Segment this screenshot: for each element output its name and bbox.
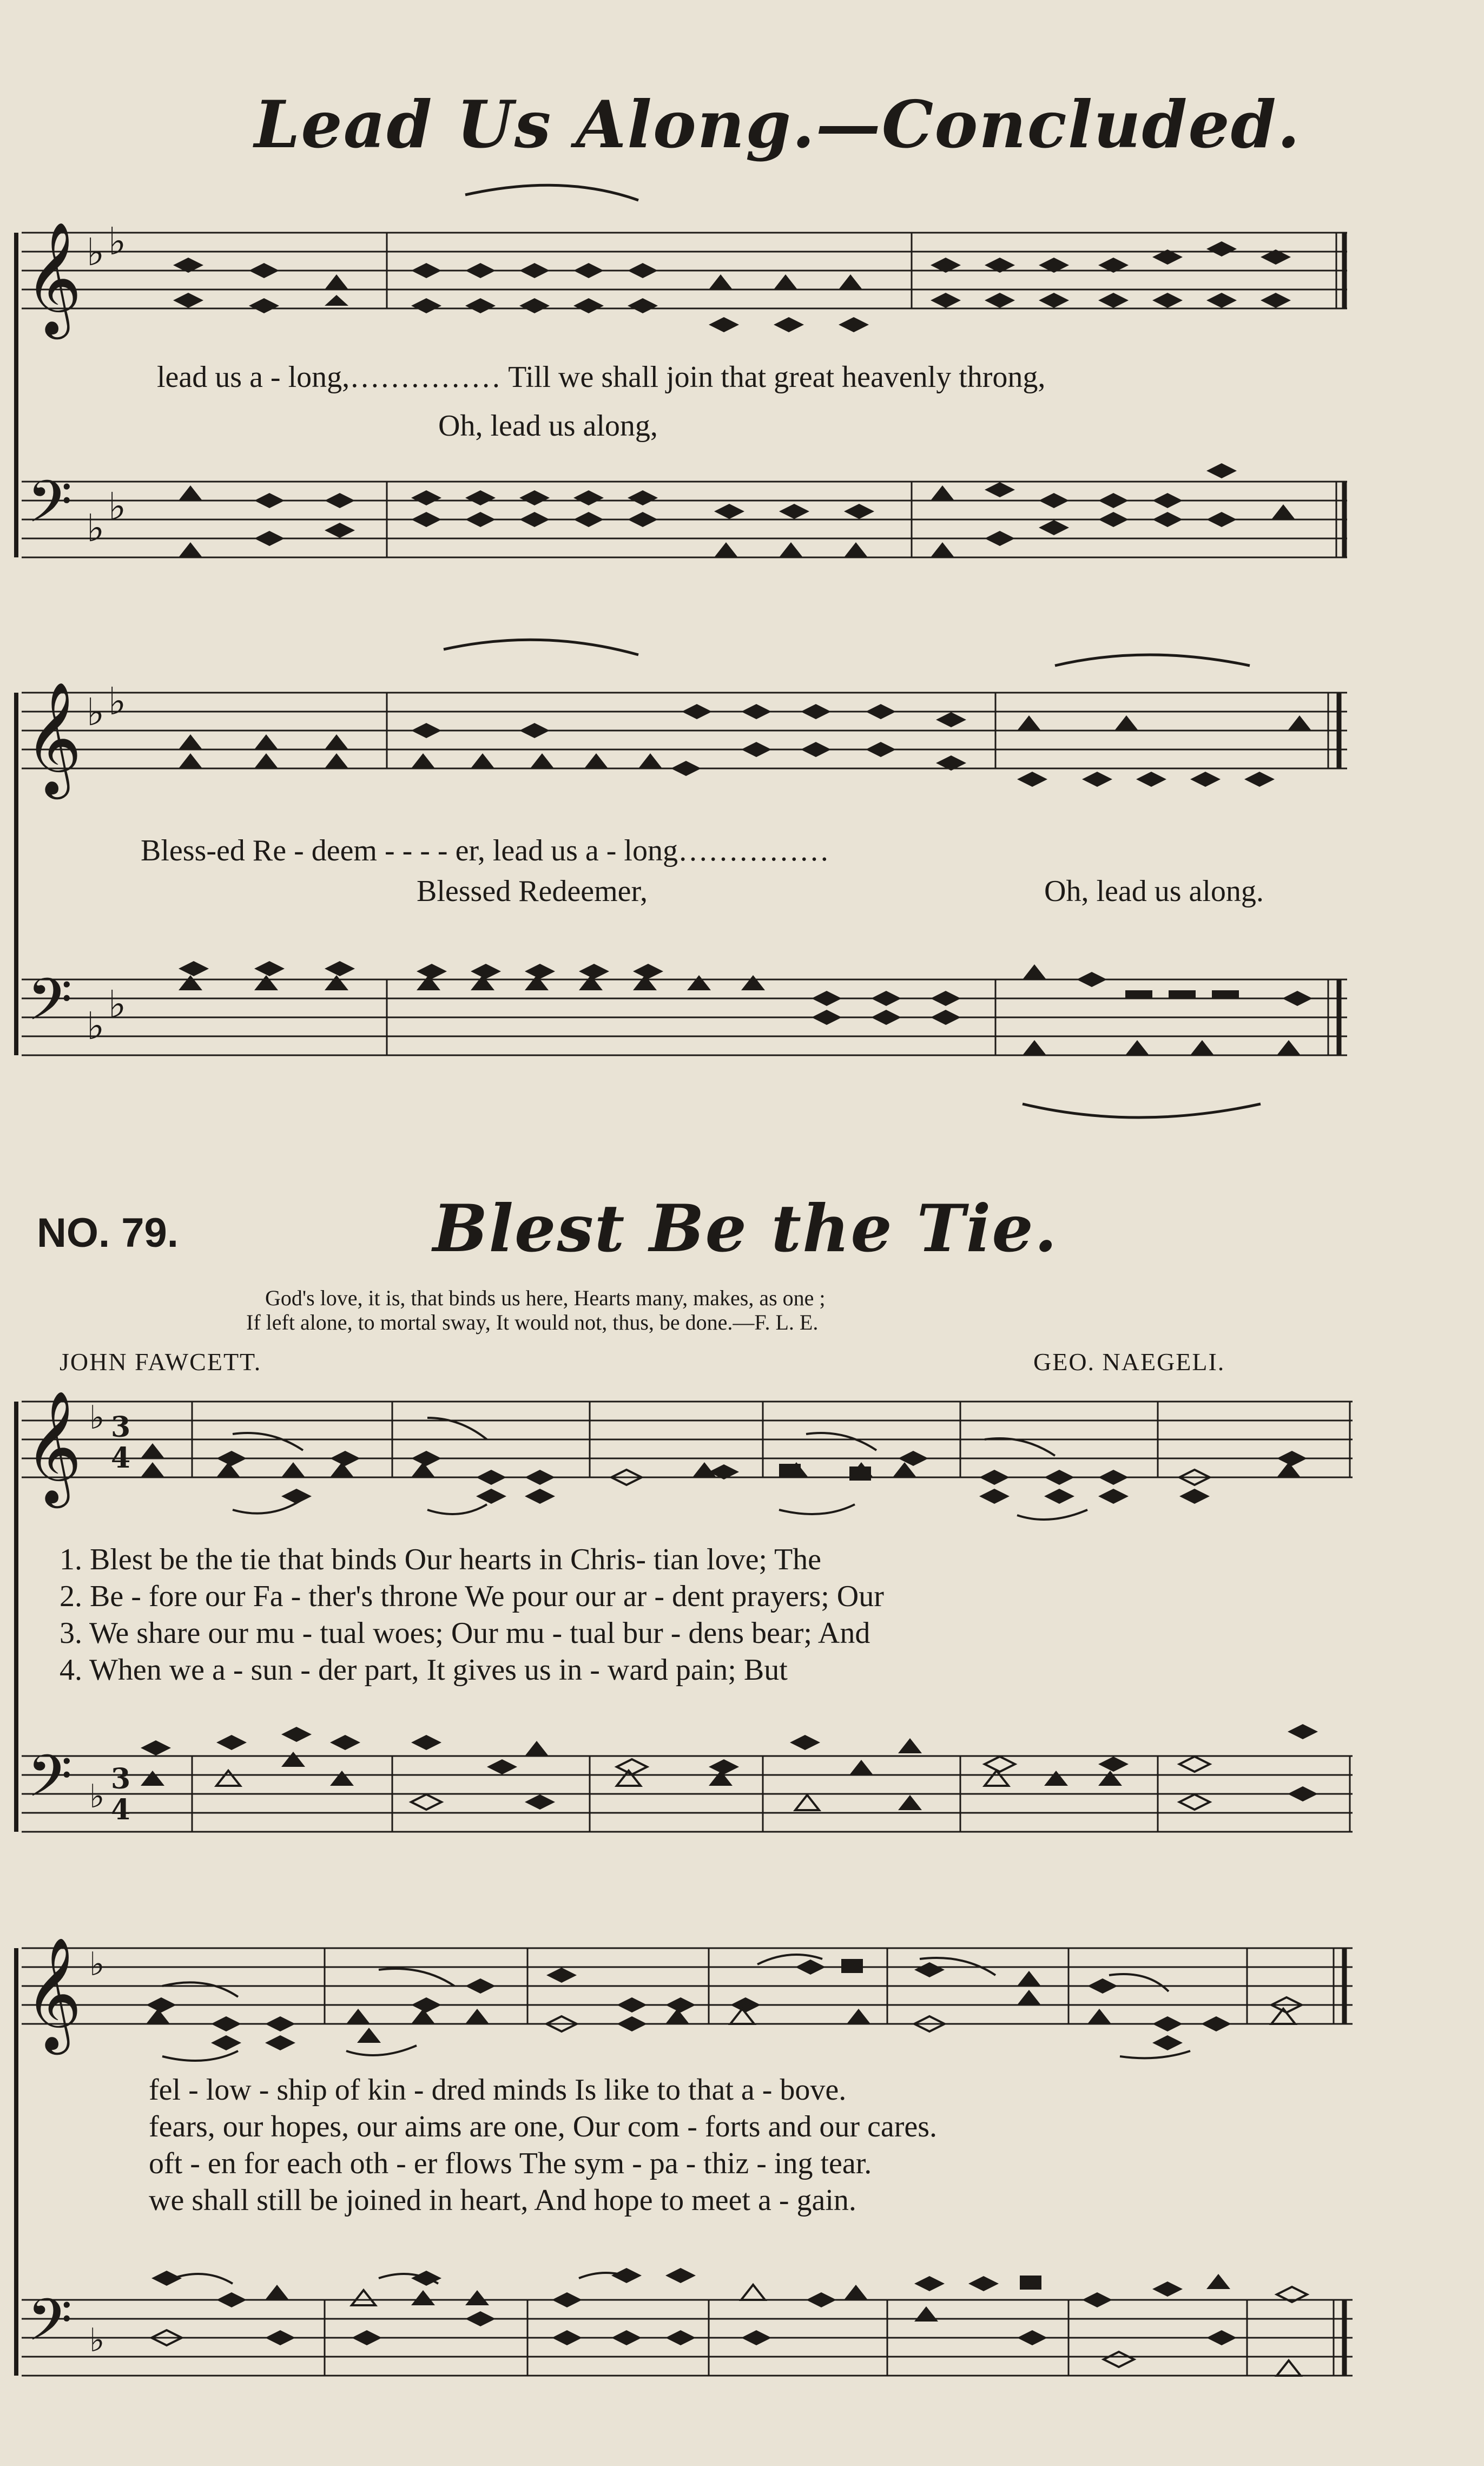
verse-line-2: 2. Be - fore our Fa - ther's throne We pour our ar - dent prayers; Our <box>60 1580 884 1613</box>
svg-text:𝄢: 𝄢 <box>27 2286 72 2368</box>
svg-text:𝄞: 𝄞 <box>24 681 82 794</box>
hymn-title: Blest Be the Tie. <box>433 1191 1058 1267</box>
svg-text:3: 3 <box>111 1411 131 1444</box>
svg-text:𝄢: 𝄢 <box>27 1742 72 1824</box>
svg-text:♭: ♭ <box>89 2322 105 2359</box>
composer-credit: GEO. NAEGELI. <box>1033 1348 1225 1376</box>
svg-text:♭: ♭ <box>87 230 105 274</box>
svg-text:♭: ♭ <box>89 1399 105 1437</box>
verse-line-1-cont: fel - low - ship of kin - dred minds Is like to that a - bove. <box>149 2073 847 2107</box>
verse-line-2-cont: fears, our hopes, our aims are one, Our com - forts and our cares. <box>149 2110 938 2143</box>
svg-text:♭: ♭ <box>108 219 127 264</box>
lyric-line-system-1: lead us a - long,…………… Till we shall join that great heavenly throng, <box>157 360 1046 394</box>
epigraph-line-1: God's love, it is, that binds us here, Hearts many, makes, as one ; <box>265 1286 826 1310</box>
svg-text:𝄢: 𝄢 <box>27 965 72 1048</box>
notes-treble-2 <box>179 704 1311 787</box>
svg-text:♭: ♭ <box>108 982 127 1027</box>
notes-treble-3 <box>141 1443 1307 1504</box>
epigraph-line-2: If left alone, to mortal sway, It would not, thus, be done.—F. L. E. <box>246 1310 819 1334</box>
verses-block-2 <box>149 2073 937 2220</box>
sub-lyric-system-1: Oh, lead us along, <box>438 409 658 443</box>
svg-text:𝄞: 𝄞 <box>24 1937 82 2050</box>
sub-lyric-system-2-right: Oh, lead us along. <box>1044 874 1264 908</box>
lyric-line-system-2: Bless-ed Re - deem - - - - er, lead us a - long…………… <box>141 834 829 867</box>
svg-text:𝄞: 𝄞 <box>24 1390 82 1503</box>
notes-bass-2 <box>179 961 1312 1055</box>
notes-treble-1 <box>173 241 1291 332</box>
author-credit: JOHN FAWCETT. <box>60 1348 262 1376</box>
notes-bass-1 <box>179 463 1295 557</box>
hymn-number: NO. 79. <box>37 1210 179 1256</box>
svg-text:3: 3 <box>111 1763 131 1796</box>
verse-line-3: 3. We share our mu - tual woes; Our mu - tual bur - dens bear; And <box>60 1616 870 1650</box>
svg-text:4: 4 <box>111 1793 131 1826</box>
verse-line-4: 4. When we a - sun - der part, It gives us in - ward pain; But <box>60 1653 788 1687</box>
svg-text:♭: ♭ <box>87 690 105 734</box>
svg-text:♭: ♭ <box>89 1778 105 1816</box>
svg-text:♭: ♭ <box>89 1945 105 1983</box>
verse-line-1: 1. Blest be the tie that binds Our hearts in Chris- tian love; The <box>60 1543 822 1576</box>
verse-line-4-cont: we shall still be joined in heart, And hope to meet a - gain. <box>149 2184 856 2217</box>
notes-bass-3 <box>141 1724 1318 1810</box>
svg-text:♭: ♭ <box>108 679 127 724</box>
sub-lyric-system-2-left: Blessed Redeemer, <box>417 874 648 908</box>
notes-treble-4 <box>146 1959 1302 2050</box>
svg-text:♭: ♭ <box>87 506 105 550</box>
svg-text:♭: ♭ <box>108 484 127 529</box>
verses-block-1 <box>60 1542 884 1689</box>
svg-text:𝄞: 𝄞 <box>24 221 82 334</box>
verse-line-3-cont: oft - en for each oth - er flows The sym - pa - thiz - ing tear. <box>149 2147 872 2180</box>
svg-text:4: 4 <box>111 1442 131 1475</box>
svg-text:𝄢: 𝄢 <box>27 468 72 550</box>
page-title: Lead Us Along.—Concluded. <box>254 87 1301 163</box>
svg-text:♭: ♭ <box>87 1004 105 1048</box>
notes-bass-4 <box>151 2268 1307 2376</box>
